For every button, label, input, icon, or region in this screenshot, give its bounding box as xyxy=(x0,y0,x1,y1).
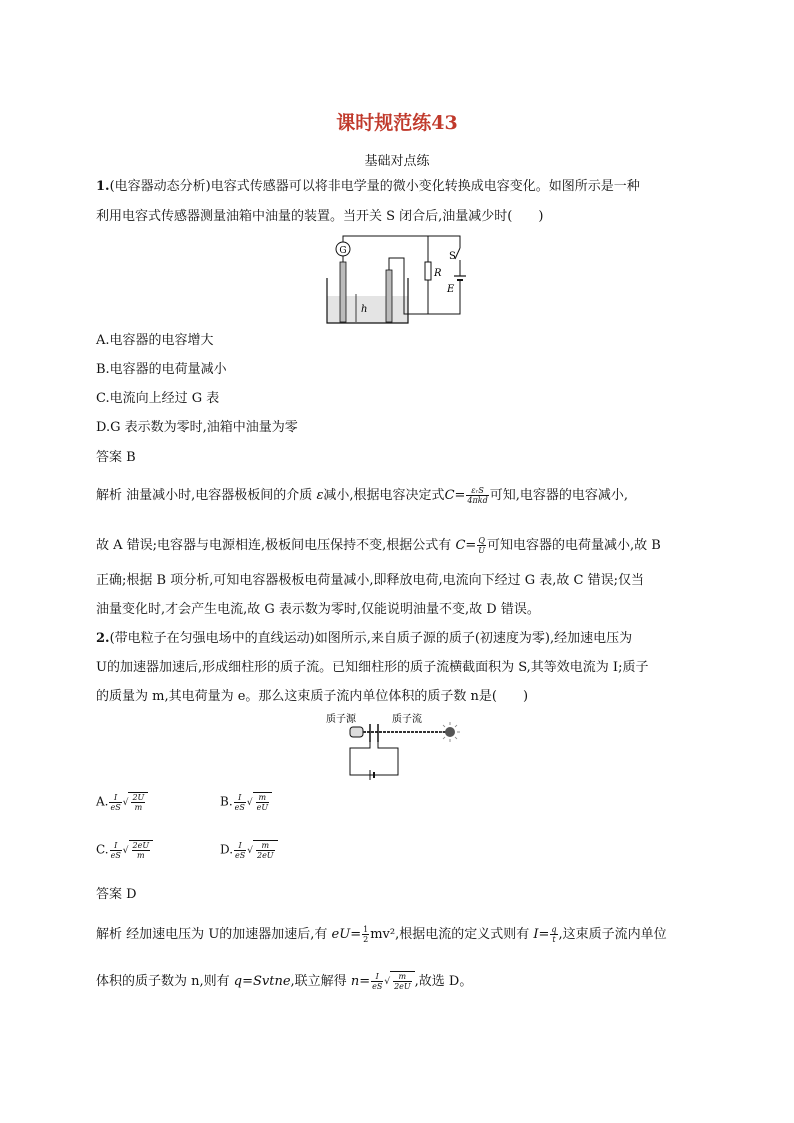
radicand-fraction xyxy=(256,793,269,812)
radicand xyxy=(253,840,278,860)
frac-den: 4πkd xyxy=(467,496,488,505)
sqrt-symbol: √ $\frac{m}{eU}$ xyxy=(247,792,272,812)
frac-num: I xyxy=(110,841,122,851)
frac-den: m xyxy=(137,851,145,860)
q1-stem-line1 xyxy=(96,177,706,197)
equation: I= xyxy=(533,927,550,942)
analysis-text: 可知,电容器的电容减小, xyxy=(489,488,628,503)
q2-stem-line1 xyxy=(96,629,706,649)
q2-stem-line3: 的质量为 m,其电荷量为 e。那么这束质子流内单位体积的质子数 n是( ) xyxy=(96,689,529,704)
formula-c: C= xyxy=(444,488,466,503)
analysis-text: U的加速器加速后,有 xyxy=(208,927,328,942)
q2-analysis-line2 xyxy=(96,971,706,992)
page-title: 课时规范练43 xyxy=(336,112,458,134)
frac-num: I xyxy=(234,793,246,803)
option-label: C. xyxy=(96,842,109,857)
capacitor-plate-left xyxy=(340,262,346,322)
circuit-wire xyxy=(350,742,398,775)
frac-den: t xyxy=(552,935,556,944)
frac-num: m xyxy=(393,972,412,982)
radicand xyxy=(128,792,148,812)
equation: n= xyxy=(350,974,371,989)
frac-den: eS xyxy=(110,802,121,812)
frac-num: m xyxy=(256,793,269,803)
q2-analysis-line1 xyxy=(96,925,706,945)
analysis-label: 解析 xyxy=(96,927,123,942)
q1-analysis-line4: 油量变化时,才会产生电流,故 G 表示数为零时,仅能说明油量不变,故 D 错误。 xyxy=(96,602,540,617)
q2-number: 2. xyxy=(96,631,110,646)
label-e: E xyxy=(447,284,455,295)
label-proton-beam: 质子流 xyxy=(392,714,422,725)
frac-num: I xyxy=(109,793,121,803)
capacitance-fraction xyxy=(466,486,488,505)
analysis-text: 油量减小时,电容器极板间的介质 xyxy=(126,488,313,503)
frac-den: eS xyxy=(110,850,121,860)
q1-number: 1. xyxy=(96,179,110,194)
q1-option-a: A.电容器的电容增大 xyxy=(96,333,214,348)
option-label: D. xyxy=(220,842,234,857)
label-proton-source: 质子源 xyxy=(326,714,356,725)
analysis-text: mv²,根据电流的定义式则有 xyxy=(370,927,530,942)
sqrt-symbol: √ $\frac{2U}{m}$ xyxy=(123,792,149,812)
sqrt-symbol: √ $\frac{m}{2eU}$ xyxy=(384,971,414,992)
q1-analysis-line1 xyxy=(96,486,706,506)
radicand-fraction xyxy=(256,841,275,860)
option-fraction xyxy=(110,841,122,860)
q1-analysis-line3: 正确;根据 B 项分析,可知电容器极板电荷量减小,即释放电荷,电流向下经过 G 表,故 C 错误;仅当 xyxy=(96,573,644,588)
sqrt-symbol: √ $\frac{2eU}{m}$ xyxy=(123,840,153,860)
frac-den: eS xyxy=(235,850,246,860)
label-r: R xyxy=(434,268,442,279)
q2-answer xyxy=(96,885,706,905)
q2-option-b xyxy=(220,792,272,812)
formula-c: C= xyxy=(455,538,477,553)
option-fraction xyxy=(234,841,246,860)
frac-num: q xyxy=(551,925,557,934)
q1-option-b: B.电容器的电荷量减小 xyxy=(96,362,227,377)
analysis-text: 故 A 错误;电容器与电源相连,极板间电压保持不变,根据公式有 xyxy=(96,538,452,553)
label-h: h xyxy=(361,304,368,315)
frac-den: m xyxy=(134,803,143,812)
q1-stem-line2: 利用电容式传感器测量油箱中油量的装置。当开关 S 闭合后,油量减少时( ) xyxy=(96,209,544,224)
option-fraction xyxy=(109,793,121,812)
frac-den: eS xyxy=(234,802,245,812)
equation: eU= xyxy=(331,927,362,942)
q2-accelerator-figure xyxy=(318,710,478,780)
frac-num: εᵣS xyxy=(466,486,488,496)
analysis-text: 经加速电压为 xyxy=(126,927,205,942)
frac-den: 2eU xyxy=(256,851,274,860)
label-s: S xyxy=(449,251,456,262)
target-icon xyxy=(445,727,455,737)
proton-source-icon xyxy=(350,727,363,737)
capacitor-plate-right xyxy=(386,270,392,322)
radicand xyxy=(390,971,415,992)
option-label: B. xyxy=(220,794,233,809)
section-heading: 基础对点练 xyxy=(364,154,430,169)
wire-bottom xyxy=(428,280,460,314)
q1-option-d: D.G 表示数为零时,油箱中油量为零 xyxy=(96,420,298,435)
frac-den: 2eU xyxy=(394,982,411,991)
half-fraction xyxy=(362,925,369,944)
wire-s-branch xyxy=(428,236,460,248)
frac-den: eU xyxy=(256,803,269,812)
q1-circuit-figure xyxy=(318,232,488,326)
charge-fraction xyxy=(477,536,486,555)
result-fraction xyxy=(371,972,383,991)
q2-option-a xyxy=(96,792,148,812)
answer-label: 答案 xyxy=(96,450,123,465)
q2-option-c xyxy=(96,840,153,860)
frac-den: 2 xyxy=(363,935,369,944)
frac-num: I xyxy=(371,972,383,982)
option-label: A. xyxy=(96,794,109,809)
analysis-text: 减小,根据电容决定式 xyxy=(323,488,445,503)
wire-top xyxy=(343,236,428,242)
frac-den: eS xyxy=(372,982,383,991)
epsilon-symbol: ε xyxy=(316,488,324,503)
resistor-icon xyxy=(425,262,431,280)
analysis-text: ,这束质子流内单位 xyxy=(558,927,667,942)
analysis-text: ,故选 D。 xyxy=(414,974,473,989)
frac-num: I xyxy=(234,841,246,851)
q1-text-1: (电容器动态分析)电容式传感器可以将非电学量的微小变化转换成电容变化。如图所示是一种 xyxy=(109,179,640,194)
frac-num: m xyxy=(256,841,275,851)
equation: q=Svtne xyxy=(233,974,291,989)
frac-num: 1 xyxy=(363,925,369,934)
analysis-text: 可知电容器的电荷量减小,故 B xyxy=(487,538,661,553)
q2-stem-line2: U的加速器加速后,形成细柱形的质子流。已知细柱形的质子流横截面积为 S,其等效电流为 I;质子 xyxy=(96,660,649,675)
q1-answer xyxy=(96,448,706,468)
current-fraction xyxy=(550,925,557,944)
option-fraction xyxy=(234,793,246,812)
analysis-text: 体积的质子数为 n,则有 xyxy=(96,974,230,989)
radicand-fraction xyxy=(131,793,145,812)
frac-num: Q xyxy=(478,536,485,545)
radicand xyxy=(253,792,272,812)
answer-label: 答案 xyxy=(96,887,123,902)
radicand-fraction xyxy=(132,841,151,860)
frac-num: 2eU xyxy=(132,841,150,850)
sqrt-symbol: √ $\frac{m}{2eU}$ xyxy=(247,840,277,860)
radicand-fraction xyxy=(393,972,412,991)
frac-den: U xyxy=(478,546,486,555)
q1-option-c: C.电流向上经过 G 表 xyxy=(96,391,220,406)
q2-option-d xyxy=(220,840,278,860)
analysis-label: 解析 xyxy=(96,488,123,503)
radicand xyxy=(129,840,154,860)
label-g: G xyxy=(339,246,347,256)
oil-fill xyxy=(327,296,408,323)
answer-value: B xyxy=(126,450,136,465)
q2-text-1: (带电粒子在匀强电场中的直线运动)如图所示,来自质子源的质子(初速度为零),经加速电压为 xyxy=(109,631,633,646)
frac-num: 2U xyxy=(132,793,145,802)
q1-analysis-line2 xyxy=(96,536,706,556)
answer-value: D xyxy=(126,887,137,902)
analysis-text: ,联立解得 xyxy=(290,974,347,989)
